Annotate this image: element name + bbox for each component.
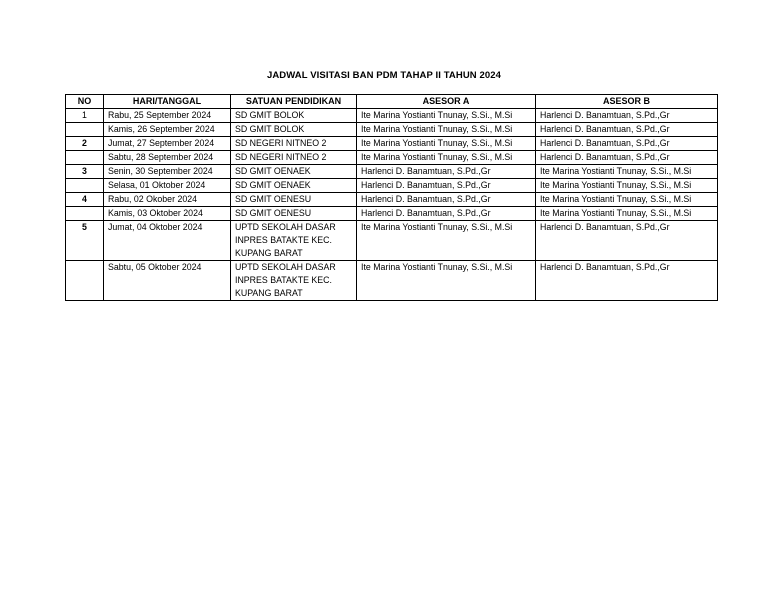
table-header-row: [66, 95, 718, 109]
row-number: 2: [66, 137, 104, 151]
table-row: [66, 123, 718, 137]
row-number: [66, 261, 104, 301]
table-row: [66, 109, 718, 123]
row-number: [66, 179, 104, 193]
table-row: [66, 179, 718, 193]
row-date: Rabu, 25 September 2024: [104, 109, 231, 123]
row-asesor-a: Harlenci D. Banamtuan, S.Pd.,Gr: [357, 179, 536, 193]
row-asesor-b: Harlenci D. Banamtuan, S.Pd.,Gr: [536, 123, 718, 137]
row-number: [66, 151, 104, 165]
row-date: Sabtu, 28 September 2024: [104, 151, 231, 165]
table-row: [66, 261, 718, 301]
row-date: Kamis, 03 Oktober 2024: [104, 207, 231, 221]
table-row: [66, 165, 718, 179]
row-date: Jumat, 27 September 2024: [104, 137, 231, 151]
header-no: NO: [66, 95, 104, 109]
header-day: HARI/TANGGAL: [104, 95, 231, 109]
row-asesor-b: Harlenci D. Banamtuan, S.Pd.,Gr: [536, 261, 718, 301]
row-school: SD NEGERI NITNEO 2: [231, 137, 357, 151]
row-asesor-a: Ite Marina Yostianti Tnunay, S.Si., M.Si: [357, 261, 536, 301]
row-number: 4: [66, 193, 104, 207]
row-asesor-b: Ite Marina Yostianti Tnunay, S.Si., M.Si: [536, 193, 718, 207]
header-asesor-a: ASESOR A: [357, 95, 536, 109]
row-number: [66, 123, 104, 137]
row-asesor-a: Ite Marina Yostianti Tnunay, S.Si., M.Si: [357, 109, 536, 123]
row-number: 5: [66, 221, 104, 261]
row-date: Senin, 30 September 2024: [104, 165, 231, 179]
table-row: [66, 221, 718, 261]
table-row: [66, 193, 718, 207]
document-title: JADWAL VISITASI BAN PDM TAHAP II TAHUN 2024: [266, 70, 502, 81]
table-row: [66, 207, 718, 221]
row-asesor-a: Harlenci D. Banamtuan, S.Pd.,Gr: [357, 193, 536, 207]
row-asesor-a: Harlenci D. Banamtuan, S.Pd.,Gr: [357, 165, 536, 179]
row-date: Sabtu, 05 Oktober 2024: [104, 261, 231, 301]
row-school: SD GMIT BOLOK: [231, 123, 357, 137]
row-asesor-a: Ite Marina Yostianti Tnunay, S.Si., M.Si: [357, 151, 536, 165]
row-school: UPTD SEKOLAH DASAR INPRES BATAKTE KEC. KUPANG BARAT: [231, 261, 357, 301]
table-row: [66, 151, 718, 165]
row-asesor-b: Ite Marina Yostianti Tnunay, S.Si., M.Si: [536, 207, 718, 221]
row-asesor-a: Ite Marina Yostianti Tnunay, S.Si., M.Si: [357, 221, 536, 261]
header-school: SATUAN PENDIDIKAN: [231, 95, 357, 109]
row-asesor-a: Harlenci D. Banamtuan, S.Pd.,Gr: [357, 207, 536, 221]
row-date: Kamis, 26 September 2024: [104, 123, 231, 137]
header-asesor-b: ASESOR B: [536, 95, 718, 109]
row-school: SD GMIT OENESU: [231, 207, 357, 221]
row-school: UPTD SEKOLAH DASAR INPRES BATAKTE KEC. KUPANG BARAT: [231, 221, 357, 261]
row-number: 1: [66, 109, 104, 123]
row-number: 3: [66, 165, 104, 179]
row-asesor-b: Ite Marina Yostianti Tnunay, S.Si., M.Si: [536, 179, 718, 193]
row-asesor-a: Ite Marina Yostianti Tnunay, S.Si., M.Si: [357, 123, 536, 137]
row-asesor-b: Harlenci D. Banamtuan, S.Pd.,Gr: [536, 109, 718, 123]
row-school: SD GMIT OENAEK: [231, 165, 357, 179]
row-date: Selasa, 01 Oktober 2024: [104, 179, 231, 193]
row-asesor-a: Ite Marina Yostianti Tnunay, S.Si., M.Si: [357, 137, 536, 151]
row-school: SD GMIT OENESU: [231, 193, 357, 207]
row-school: SD GMIT OENAEK: [231, 179, 357, 193]
row-date: Rabu, 02 Okober 2024: [104, 193, 231, 207]
row-asesor-b: Harlenci D. Banamtuan, S.Pd.,Gr: [536, 151, 718, 165]
table-row: [66, 137, 718, 151]
row-school: SD GMIT BOLOK: [231, 109, 357, 123]
row-number: [66, 207, 104, 221]
row-school: SD NEGERI NITNEO 2: [231, 151, 357, 165]
row-date: Jumat, 04 Oktober 2024: [104, 221, 231, 261]
row-asesor-b: Harlenci D. Banamtuan, S.Pd.,Gr: [536, 221, 718, 261]
row-asesor-b: Harlenci D. Banamtuan, S.Pd.,Gr: [536, 137, 718, 151]
row-asesor-b: Ite Marina Yostianti Tnunay, S.Si., M.Si: [536, 165, 718, 179]
schedule-table: [65, 94, 718, 301]
